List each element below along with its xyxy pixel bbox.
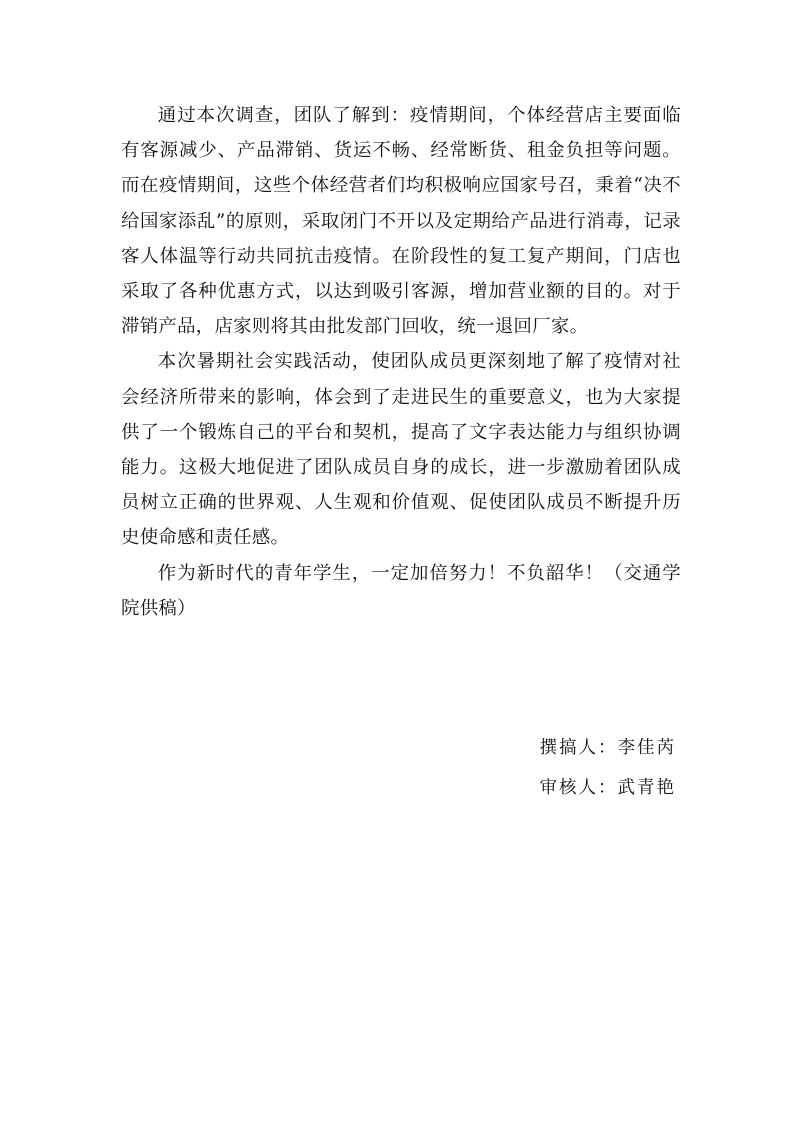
reviewer-line: 审核人：武青艳 bbox=[539, 778, 676, 798]
paragraph-closing: 作为新时代的青年学生，一定加倍努力！不负韶华！（交通学院供稿） bbox=[121, 562, 681, 619]
author-line: 撰搞人：李佳芮 bbox=[539, 738, 676, 758]
signature-block bbox=[121, 728, 676, 808]
paragraph-practice-significance: 本次暑期社会实践活动，使团队成员更深刻地了解了疫情对社会经济所带来的影响，体会到了走进民生的重要意义，也为大家提供了一个锻炼自己的平台和契机，提高了文字表达能力与组织协调能力。这极大地促进了团队成员自身的成长，进一步激励着团队成员树立正确的世界观、人生观和价值观、促使团队成员不断提升历史使命感和责任感。 bbox=[121, 351, 681, 549]
paragraph-survey-findings: 通过本次调查，团队了解到：疫情期间，个体经营店主要面临有客源减少、产品滞销、货运不畅、经常断货、租金负担等问题。而在疫情期间，这些个体经营者们均积极响应国家号召，秉着“决不给国家添乱”的原则，采取闭门不开以及定期给产品进行消毒，记录客人体温等行动共同抗击疫情。在阶段性的复工复产期间，门店也采取了各种优惠方式，以达到吸引客源，增加营业额的目的。对于滞销产品，店家则将其由批发部门回收，统一退回厂家。 bbox=[121, 105, 681, 338]
article-body bbox=[121, 98, 681, 626]
